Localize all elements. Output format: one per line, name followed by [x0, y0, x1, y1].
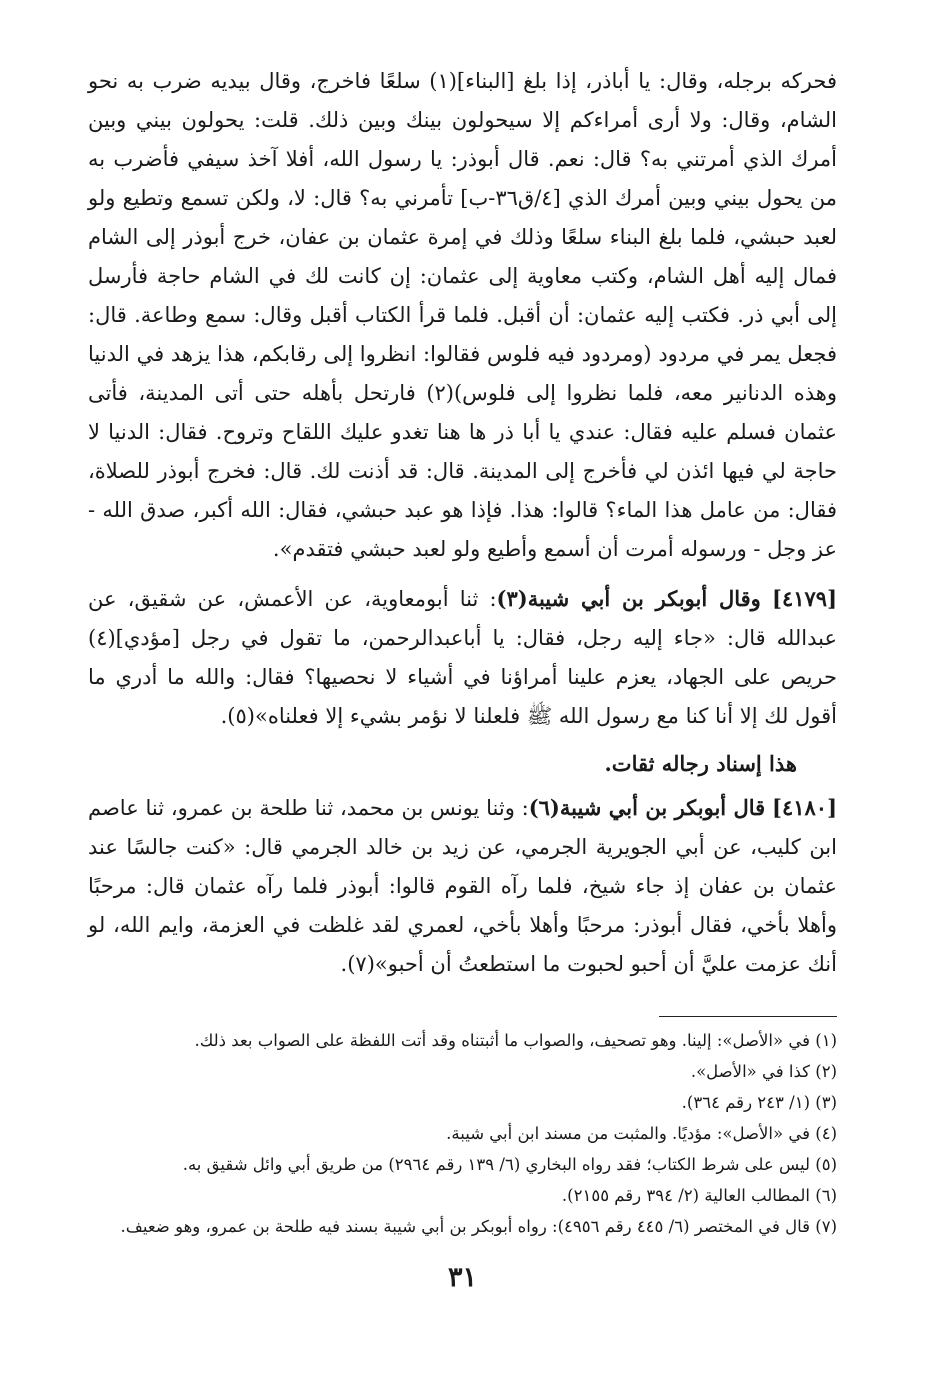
hadith-4180 [88, 788, 837, 984]
paragraph-abu-dharr: فحركه برجله، وقال: يا أباذر، إذا بلغ [البناء](١) سلعًا فاخرج، وقال بيديه ضرب به نحو الشام، وقال: ولا أرى أمراءكم إلا سيحولون بينك وبين ذلك. قلت: يحولون بيني وبين أمرك الذي أمرتني به؟ قال: نعم. قال أبوذر: يا رسول الله، أفلا آخذ سيفي فأضرب به من يحول بيني وبين أمرك الذي [٤/ق٣٦-ب] تأمرني به؟ قال: لا، ولكن تسمع وتطيع ولو لعبد حبشي، فلما بلغ البناء سلعًا وذلك في إمرة عثمان بن عفان، خرج أبوذر إلى الشام فمال إليه أهل الشام، وكتب معاوية إلى عثمان: إن كانت لك في الشام حاجة فأرسل إلى أبي ذر. فكتب إليه عثمان: أن أقبل. فلما قرأ الكتاب أقبل وقال: سمع وطاعة. قال: فجعل يمر في مردود (ومردود فيه فلوس فقالوا: انظروا إلى رقابكم، هذا يزهد في الدنيا وهذه الدنانير معه، فلما نظروا إلى فلوس)(٢) فارتحل بأهله حتى أتى المدينة، فأتى عثمان فسلم عليه فقال: عندي يا أبا ذر ها هنا تغدو عليك اللقاح وتروح. فقال: الدنيا لا حاجة لي فيها ائذن لي فأخرج إلى المدينة. قال: قد أذنت لك. قال: فخرج أبوذر للصلاة، فقال: من عامل هذا الماء؟ قالوا: هذا. فإذا هو عبد حبشي، فقال: الله أكبر، صدق الله - عز وجل - ورسوله أمرت أن أسمع وأطيع ولو لعبد حبشي فتقدم». [88, 69, 837, 561]
hadith-lead: وقال أبوبكر بن أبي شيبة(٣) [496, 586, 761, 611]
footnote-4: (٤) في «الأصل»: مؤديًا. والمثبت من مسند ابن أبي شيبة. [446, 1124, 837, 1143]
hadith-4179 [88, 579, 837, 736]
footnote-2: (٢) كذا في «الأصل». [690, 1062, 837, 1081]
footnote-5: (٥) ليس على شرط الكتاب؛ فقد رواه البخاري (٦/ ١٣٩ رقم ٢٩٦٤) من طريق أبي وائل شقيق به. [182, 1155, 837, 1174]
hadith-text: : وثنا يونس بن محمد، ثنا طلحة بن عمرو، ثنا عاصم ابن كليب، عن أبي الجويرية الجرمي، عن زيد بن خالد الجرمي قال: «كنت جالسًا عند عثمان بن عفان إذ جاء شيخ، فلما رآه القوم قالوا: أبوذر فلما رآه عثمان قال: مرحبًا وأهلا بأخي، فقال أبوذر: مرحبًا وأهلا بأخي، لعمري لقد غلظت في العزمة، وايم الله، لو أنك عزمت عليَّ أن أحبو لحبوت ما استطعتُ أن أحبو»(٧). [88, 796, 837, 976]
footnotes [88, 1025, 837, 1242]
hadith-number: [٤١٨٠] [772, 795, 837, 820]
hadith-text: : ثنا أبومعاوية، عن الأعمش، عن شقيق، عن عبدالله قال: «جاء إليه رجل، فقال: يا أباعبدالرحمن، ما تقول في رجل [مؤدي](٤) حريص على الجهاد، يعزم علينا أمراؤنا في أشياء لا نحصيها؟ فقال: والله ما أدري ما أقول لك إلا أنا كنا مع رسول الله ﷺ فلعلنا لا نؤمر بشيء إلا فعلناه»(٥). [88, 587, 837, 728]
main-text [88, 62, 837, 984]
footnote-3: (٣) (١/ ٢٤٣ رقم ٣٦٤). [681, 1093, 837, 1112]
footnote-1: (١) في «الأصل»: إلينا. وهو تصحيف، والصواب ما أثبتناه وقد أتت اللفظة على الصواب بعد ذلك. [194, 1031, 837, 1050]
hadith-lead: قال أبوبكر بن أبي شيبة(٦) [528, 795, 766, 820]
footnote-6: (٦) المطالب العالية (٢/ ٣٩٤ رقم ٢١٥٥). [561, 1186, 837, 1205]
hadith-number: [٤١٧٩] [772, 586, 837, 611]
isnad-note: هذا إسناد رجاله ثقات. [604, 751, 797, 776]
footnote-separator [659, 1016, 837, 1017]
page-number: ٣١ [447, 1262, 477, 1293]
footnote-7: (٧) قال في المختصر (٦/ ٤٤٥ رقم ٤٩٥٦): رواه أبوبكر بن أبي شيبة بسند فيه طلحة بن عمرو، وهو ضعيف. [120, 1217, 837, 1236]
